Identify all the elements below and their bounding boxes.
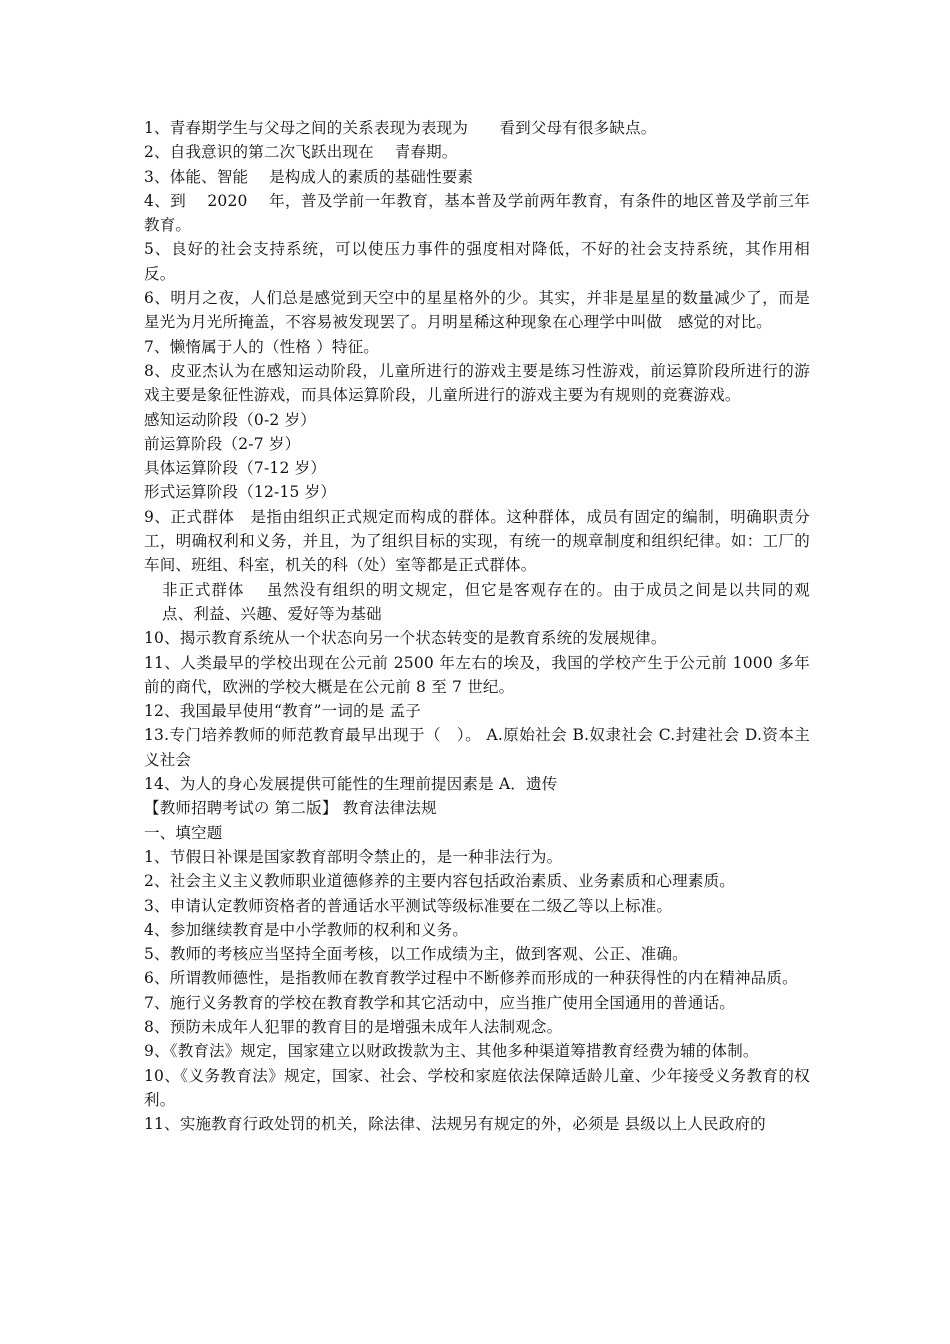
law-item-8: 8、预防未成年人犯罪的教育目的是增强未成年人法制观念。 <box>144 1017 563 1036</box>
item-6: 6、明月之夜，人们总是感觉到天空中的星星格外的少。其实，并非是星星的数量减少了，而是星光为月光所掩盖，不容易被发现罢了。月明星稀这种现象在心理学中叫做 感觉的对比。 <box>144 289 810 332</box>
item-3: 3、体能、智能 是构成人的素质的基础性要素 <box>144 167 474 186</box>
stage-sensorimotor: 感知运动阶段（0-2 岁） <box>144 410 316 429</box>
law-item-7: 7、施行义务教育的学校在教育教学和其它活动中，应当推广使用全国通用的普通话。 <box>144 993 735 1012</box>
item-9: 9、正式群体 是指由组织正式规定而构成的群体。这种群体，成员有固定的编制，明确职责分工，明确权利和义务，并且，为了组织目标的实现，有统一的规章制度和组织纪律。如：工厂的车间、班组、科室，机关的科（处）室等都是正式群体。 <box>144 507 810 575</box>
item-8: 8、皮亚杰认为在感知运动阶段，儿童所进行的游戏主要是练习性游戏，前运算阶段所进行的游戏主要是象征性游戏，而具体运算阶段，儿童所进行的游戏主要为有规则的竞赛游戏。 <box>144 361 810 405</box>
stage-preoperational: 前运算阶段（2-7 岁） <box>144 434 301 453</box>
stage-formal-operational: 形式运算阶段（12-15 岁） <box>144 483 337 502</box>
item-14: 14、为人的身心发展提供可能性的生理前提因素是 A．遗传 <box>144 775 558 794</box>
item-5: 5、良好的社会支持系统，可以使压力事件的强度相对降低，不好的社会支持系统，其作用相反。 <box>144 240 810 283</box>
law-item-2: 2、社会主义主义教师职业道德修养的主要内容包括政治素质、业务素质和心理素质。 <box>144 872 735 891</box>
law-item-10: 10、《义务教育法》规定，国家、社会、学校和家庭依法保障适龄儿童、少年接受义务教育的权利。 <box>144 1066 810 1109</box>
stage-concrete-operational: 具体运算阶段（7-12 岁） <box>144 459 327 478</box>
item-7: 7、懒惰属于人的（性格 ）特征。 <box>144 337 379 356</box>
law-item-6: 6、所谓教师德性，是指教师在教育教学过程中不断修养而形成的一种获得性的内在精神品质。 <box>144 969 798 988</box>
item-4: 4、到 2020 年，普及学前一年教育，基本普及学前两年教育，有条件的地区普及学前三年教育。 <box>144 191 810 235</box>
law-item-4: 4、参加继续教育是中小学教师的权利和义务。 <box>144 920 469 939</box>
subsection-heading: 一、填空题 <box>144 823 223 842</box>
item-9-informal-group: 非正式群体 虽然没有组织的明文规定，但它是客观存在的。由于成员之间是以共同的观点、利益、兴趣、爱好等为基础 <box>162 580 810 623</box>
item-11: 11、人类最早的学校出现在公元前 2500 年左右的埃及，我国的学校产生于公元前 1000 多年前的商代，欧洲的学校大概是在公元前 8 至 7 世纪。 <box>144 653 810 696</box>
section-heading: 【教师招聘考试の 第二版】 教育法律法规 <box>144 799 437 818</box>
law-item-5: 5、教师的考核应当坚持全面考核，以工作成绩为主，做到客观、公正、准确。 <box>144 945 688 964</box>
item-2: 2、自我意识的第二次飞跃出现在 青春期。 <box>144 143 458 162</box>
law-item-1: 1、节假日补课是国家教育部明令禁止的，是一种非法行为。 <box>144 847 563 866</box>
law-item-11: 11、实施教育行政处罚的机关，除法律、法规另有规定的外，必须是 县级以上人民政府的 <box>144 1115 766 1134</box>
item-1: 1、青春期学生与父母之间的关系表现为表现为 看到父母有很多缺点。 <box>144 119 657 137</box>
law-item-9: 9、《教育法》规定，国家建立以财政拨款为主、其他多种渠道筹措教育经费为辅的体制。 <box>144 1042 759 1061</box>
law-item-3: 3、申请认定教师资格者的普通话水平测试等级标准要在二级乙等以上标准。 <box>144 896 673 915</box>
item-13: 13.专门培养教师的师范教育最早出现于（ ）。 A.原始社会 B.奴隶社会 C.封建社会 D.资本主义社会 <box>144 726 810 769</box>
item-10: 10、揭示教育系统从一个状态向另一个状态转变的是教育系统的发展规律。 <box>144 629 667 648</box>
document-page <box>144 116 810 1136</box>
item-12: 12、我国最早使用“教育”一词的是 孟子 <box>144 702 421 721</box>
